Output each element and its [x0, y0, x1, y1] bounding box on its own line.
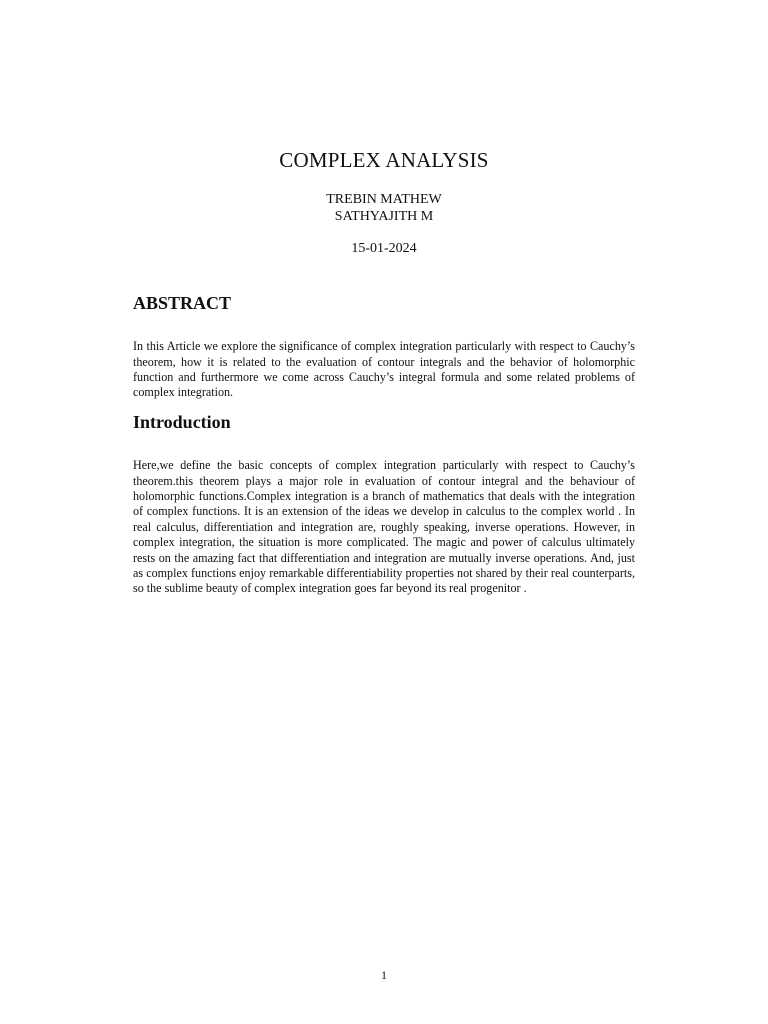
introduction-heading: Introduction [133, 412, 231, 432]
abstract-paragraph: In this Article we explore the significance of complex integration particularly with respect to Cauchy’s theorem, how it is related to the evaluation of contour integrals and the behavior of holomorphic function and furthermore we come across Cauchy’s integral formula and some related problems of complex integration. [133, 339, 635, 400]
author-name: SATHYAJITH M [334, 209, 434, 224]
document-date: 15-01-2024 [351, 241, 417, 256]
author-name: TREBIN MATHEW [326, 192, 442, 207]
document-title: COMPLEX ANALYSIS [279, 148, 489, 172]
abstract-heading: ABSTRACT [133, 293, 232, 313]
author-list [0, 191, 768, 225]
introduction-paragraph: Here,we define the basic concepts of complex integration particularly with respect to Cauchy’s theorem.this theorem plays a major role in evaluation of contour integral and the behaviour of holomorphic functions.Complex integration is a branch of mathematics that deals with the integration of complex functions. It is an extension of the ideas we develop in calculus to the complex world . In real calculus, differentiation and integration are, roughly speaking, inverse operations. However, in complex integration, the situation is more complicated. The magic and power of calculus ultimately rests on the amazing fact that differentiation and integration are mutually inverse operations. And, just as complex functions enjoy remarkable differentiability properties not shared by their real counterparts, so the sublime beauty of complex integration goes far beyond its real progenitor . [133, 458, 635, 596]
page-number: 1 [381, 968, 387, 982]
